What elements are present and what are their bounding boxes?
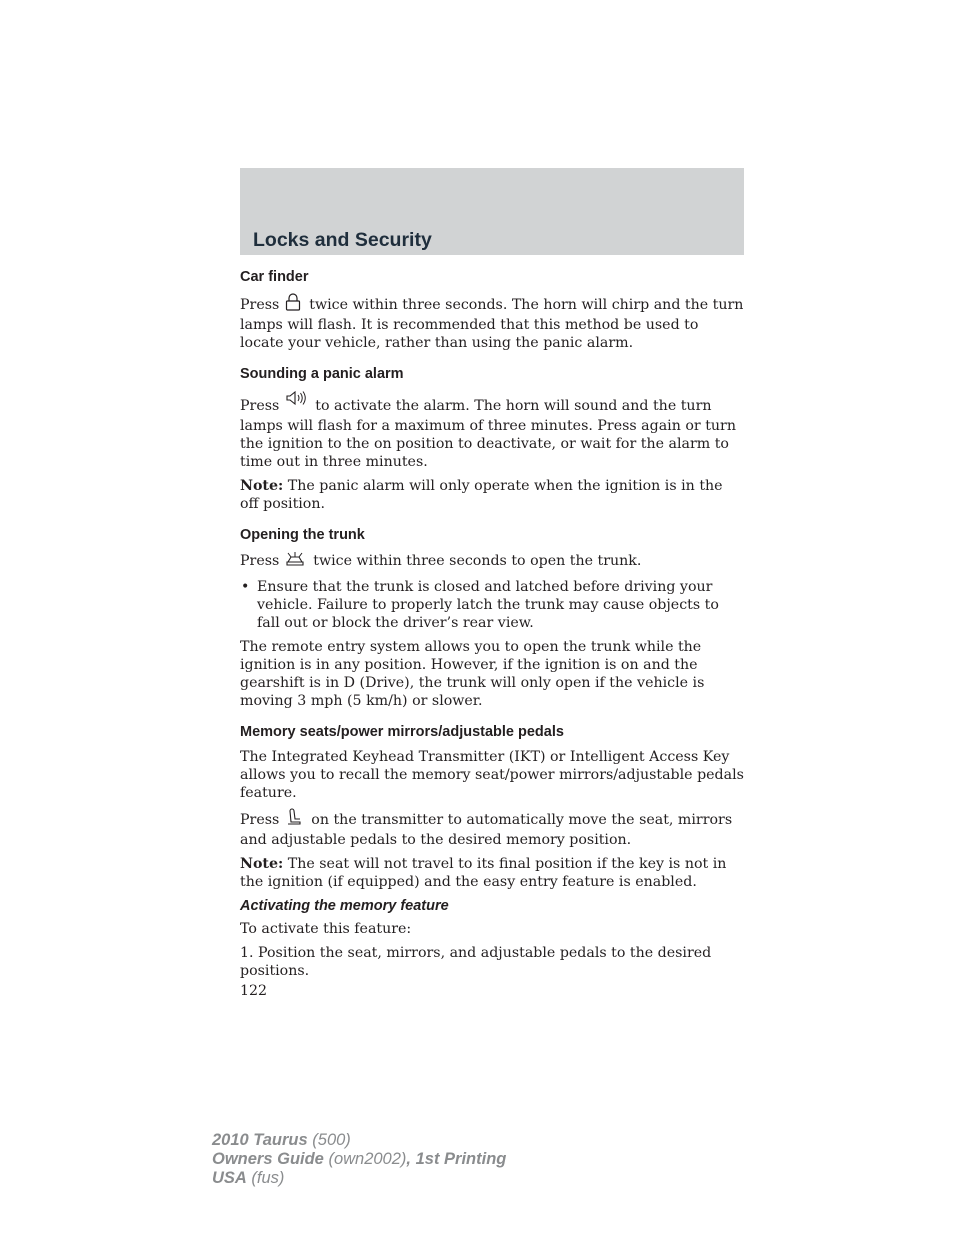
car-finder-heading: Car finder <box>240 269 309 285</box>
trunk-bullet-list <box>240 578 744 632</box>
press-word: Press <box>240 812 280 828</box>
footer-line-1 <box>212 1131 506 1150</box>
car-finder-paragraph <box>240 293 744 352</box>
note-label: Note: <box>240 478 284 494</box>
press-word: Press <box>240 297 280 313</box>
activating-memory-subheading: Activating the memory feature <box>240 898 449 914</box>
footer-printing: , 1st Printing <box>406 1150 507 1168</box>
trunk-remote-paragraph: The remote entry system allows you to open the trunk while the ignition is in any position. However, if the ignition is on and the gearshift is in D (Drive), the trunk will only open if the vehicle is moving 3 mph (5 km/h) or slower. <box>240 639 705 709</box>
panic-alarm-text: to activate the alarm. The horn will sound and the turn lamps will flash for a maximum of three minutes. Press again or turn the ignition to the on position to deactivate, or wait for the alarm to time out in three minutes. <box>240 398 736 470</box>
page-content <box>240 268 744 1000</box>
panic-alarm-note <box>240 477 744 513</box>
memory-seats-heading: Memory seats/power mirrors/adjustable pedals <box>240 724 564 740</box>
press-word: Press <box>240 553 280 569</box>
document-footer <box>212 1131 506 1188</box>
memory-press-paragraph <box>240 808 744 849</box>
note-label: Note: <box>240 856 284 872</box>
page-number: 122 <box>240 983 268 999</box>
footer-line-2 <box>212 1150 506 1169</box>
memory-press-text: on the transmitter to automatically move the seat, mirrors and adjustable pedals to the desired memory position. <box>240 812 733 848</box>
activate-step-1: 1. Position the seat, mirrors, and adjustable pedals to the desired positions. <box>240 945 712 979</box>
opening-trunk-heading: Opening the trunk <box>240 527 365 543</box>
note-text: The panic alarm will only operate when the ignition is in the off position. <box>240 478 723 512</box>
section-title: Locks and Security <box>253 229 432 251</box>
footer-guide-code: (own2002) <box>323 1150 407 1168</box>
panic-alarm-heading: Sounding a panic alarm <box>240 366 404 382</box>
footer-market: USA <box>212 1169 247 1187</box>
activate-intro: To activate this feature: <box>240 921 412 937</box>
trunk-release-icon <box>285 551 305 572</box>
panic-horn-icon <box>285 390 307 417</box>
opening-trunk-paragraph <box>240 551 744 572</box>
bullet-text: Ensure that the trunk is closed and latched before driving your vehicle. Failure to properly latch the trunk may cause objects to fall out or block the driver’s rear view. <box>257 579 719 631</box>
panic-alarm-paragraph <box>240 390 744 471</box>
press-word: Press <box>240 398 280 414</box>
memory-intro-paragraph: The Integrated Keyhead Transmitter (IKT) or Intelligent Access Key allows you to recall the memory seat/power mirrors/adjustable pedals feature. <box>240 749 744 801</box>
unlock-icon <box>285 293 301 316</box>
memory-note <box>240 855 744 891</box>
footer-guide: Owners Guide <box>212 1150 324 1168</box>
list-item <box>240 578 744 632</box>
footer-line-3 <box>212 1169 506 1188</box>
bullet-dot: • <box>241 579 250 595</box>
memory-seat-icon <box>285 808 303 831</box>
footer-market-code: (fus) <box>246 1169 285 1187</box>
car-finder-text: twice within three seconds. The horn will chirp and the turn lamps will flash. It is recommended that this method be used to locate your vehicle, rather than using the panic alarm. <box>240 297 744 351</box>
footer-model-code: (500) <box>307 1131 351 1149</box>
note-text: The seat will not travel to its final position if the key is not in the ignition (if equipped) and the easy entry feature is enabled. <box>240 856 727 890</box>
section-header-band <box>240 168 744 255</box>
footer-model: 2010 Taurus <box>212 1131 308 1149</box>
opening-trunk-text: twice within three seconds to open the trunk. <box>313 553 642 569</box>
